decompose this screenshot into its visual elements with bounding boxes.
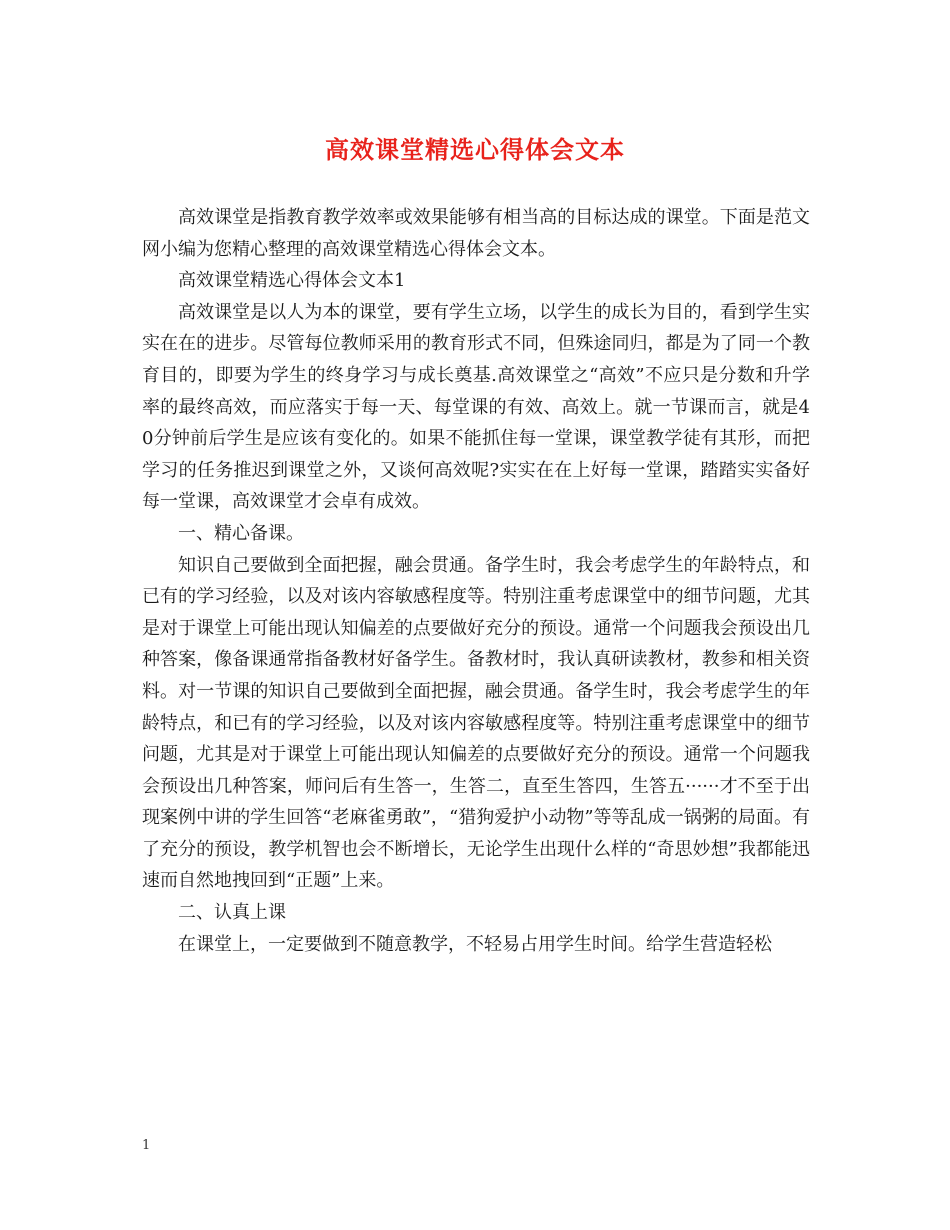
- intro-paragraph: 高效课堂是指教育教学效率或效果能够有相当高的目标达成的课堂。下面是范文网小编为您精心整理的高效课堂精选心得体会文本。: [142, 207, 810, 260]
- body-paragraph-2: 知识自己要做到全面把握，融会贯通。备学生时，我会考虑学生的年龄特点，和已有的学习经验，以及对该内容敏感程度等。特别注重考虑课堂中的细节问题，尤其是对于课堂上可能出现认知偏差的点要做好充分的预设。通常一个问题我会预设出几种答案，像备课通常指备教材好备学生。备教材时，我认真研读教材，教参和相关资料。对一节课的知识自己要做到全面把握，融会贯通。备学生时，我会考虑学生的年龄特点，和已有的学习经验，以及对该内容敏感程度等。特别注重考虑课堂中的细节问题，尤其是对于课堂上可能出现认知偏差的点要做好充分的预设。通常一个问题我会预设出几种答案，师问后有生答一，生答二，直至生答四，生答五······才不至于出现案例中讲的学生回答“老麻雀勇敢”，“猎狗爱护小动物”等等乱成一锅粥的局面。有了充分的预设，教学机智也会不断增长，无论学生出现什么样的“奇思妙想”我都能迅速而自然地拽回到“正题”上来。: [142, 554, 810, 892]
- section-heading-teach: 二、认真上课: [178, 902, 286, 924]
- document-body: [142, 202, 810, 960]
- body-paragraph-1: 高效课堂是以人为本的课堂，要有学生立场，以学生的成长为目的，看到学生实实在在的进步。尽管每位教师采用的教育形式不同，但殊途同归，都是为了同一个教育目的，即要为学生的终身学习与成长奠基.高效课堂之“高效”不应只是分数和升学率的最终高效，而应落实于每一天、每堂课的有效、高效上。就一节课而言，就是40分钟前后学生是应该有变化的。如果不能抓住每一堂课，课堂教学徒有其形，而把学习的任务推迟到课堂之外，又谈何高效呢?实实在在上好每一堂课，踏踏实实备好每一堂课，高效课堂才会卓有成效。: [142, 301, 810, 513]
- section-heading-text-1: 高效课堂精选心得体会文本1: [178, 270, 406, 292]
- body-paragraph-3: 在课堂上，一定要做到不随意教学，不轻易占用学生时间。给学生营造轻松: [178, 933, 772, 955]
- document-title: 高效课堂精选心得体会文本: [325, 135, 625, 164]
- section-heading-prepare: 一、精心备课。: [178, 522, 304, 544]
- page-number: 1: [142, 1138, 151, 1153]
